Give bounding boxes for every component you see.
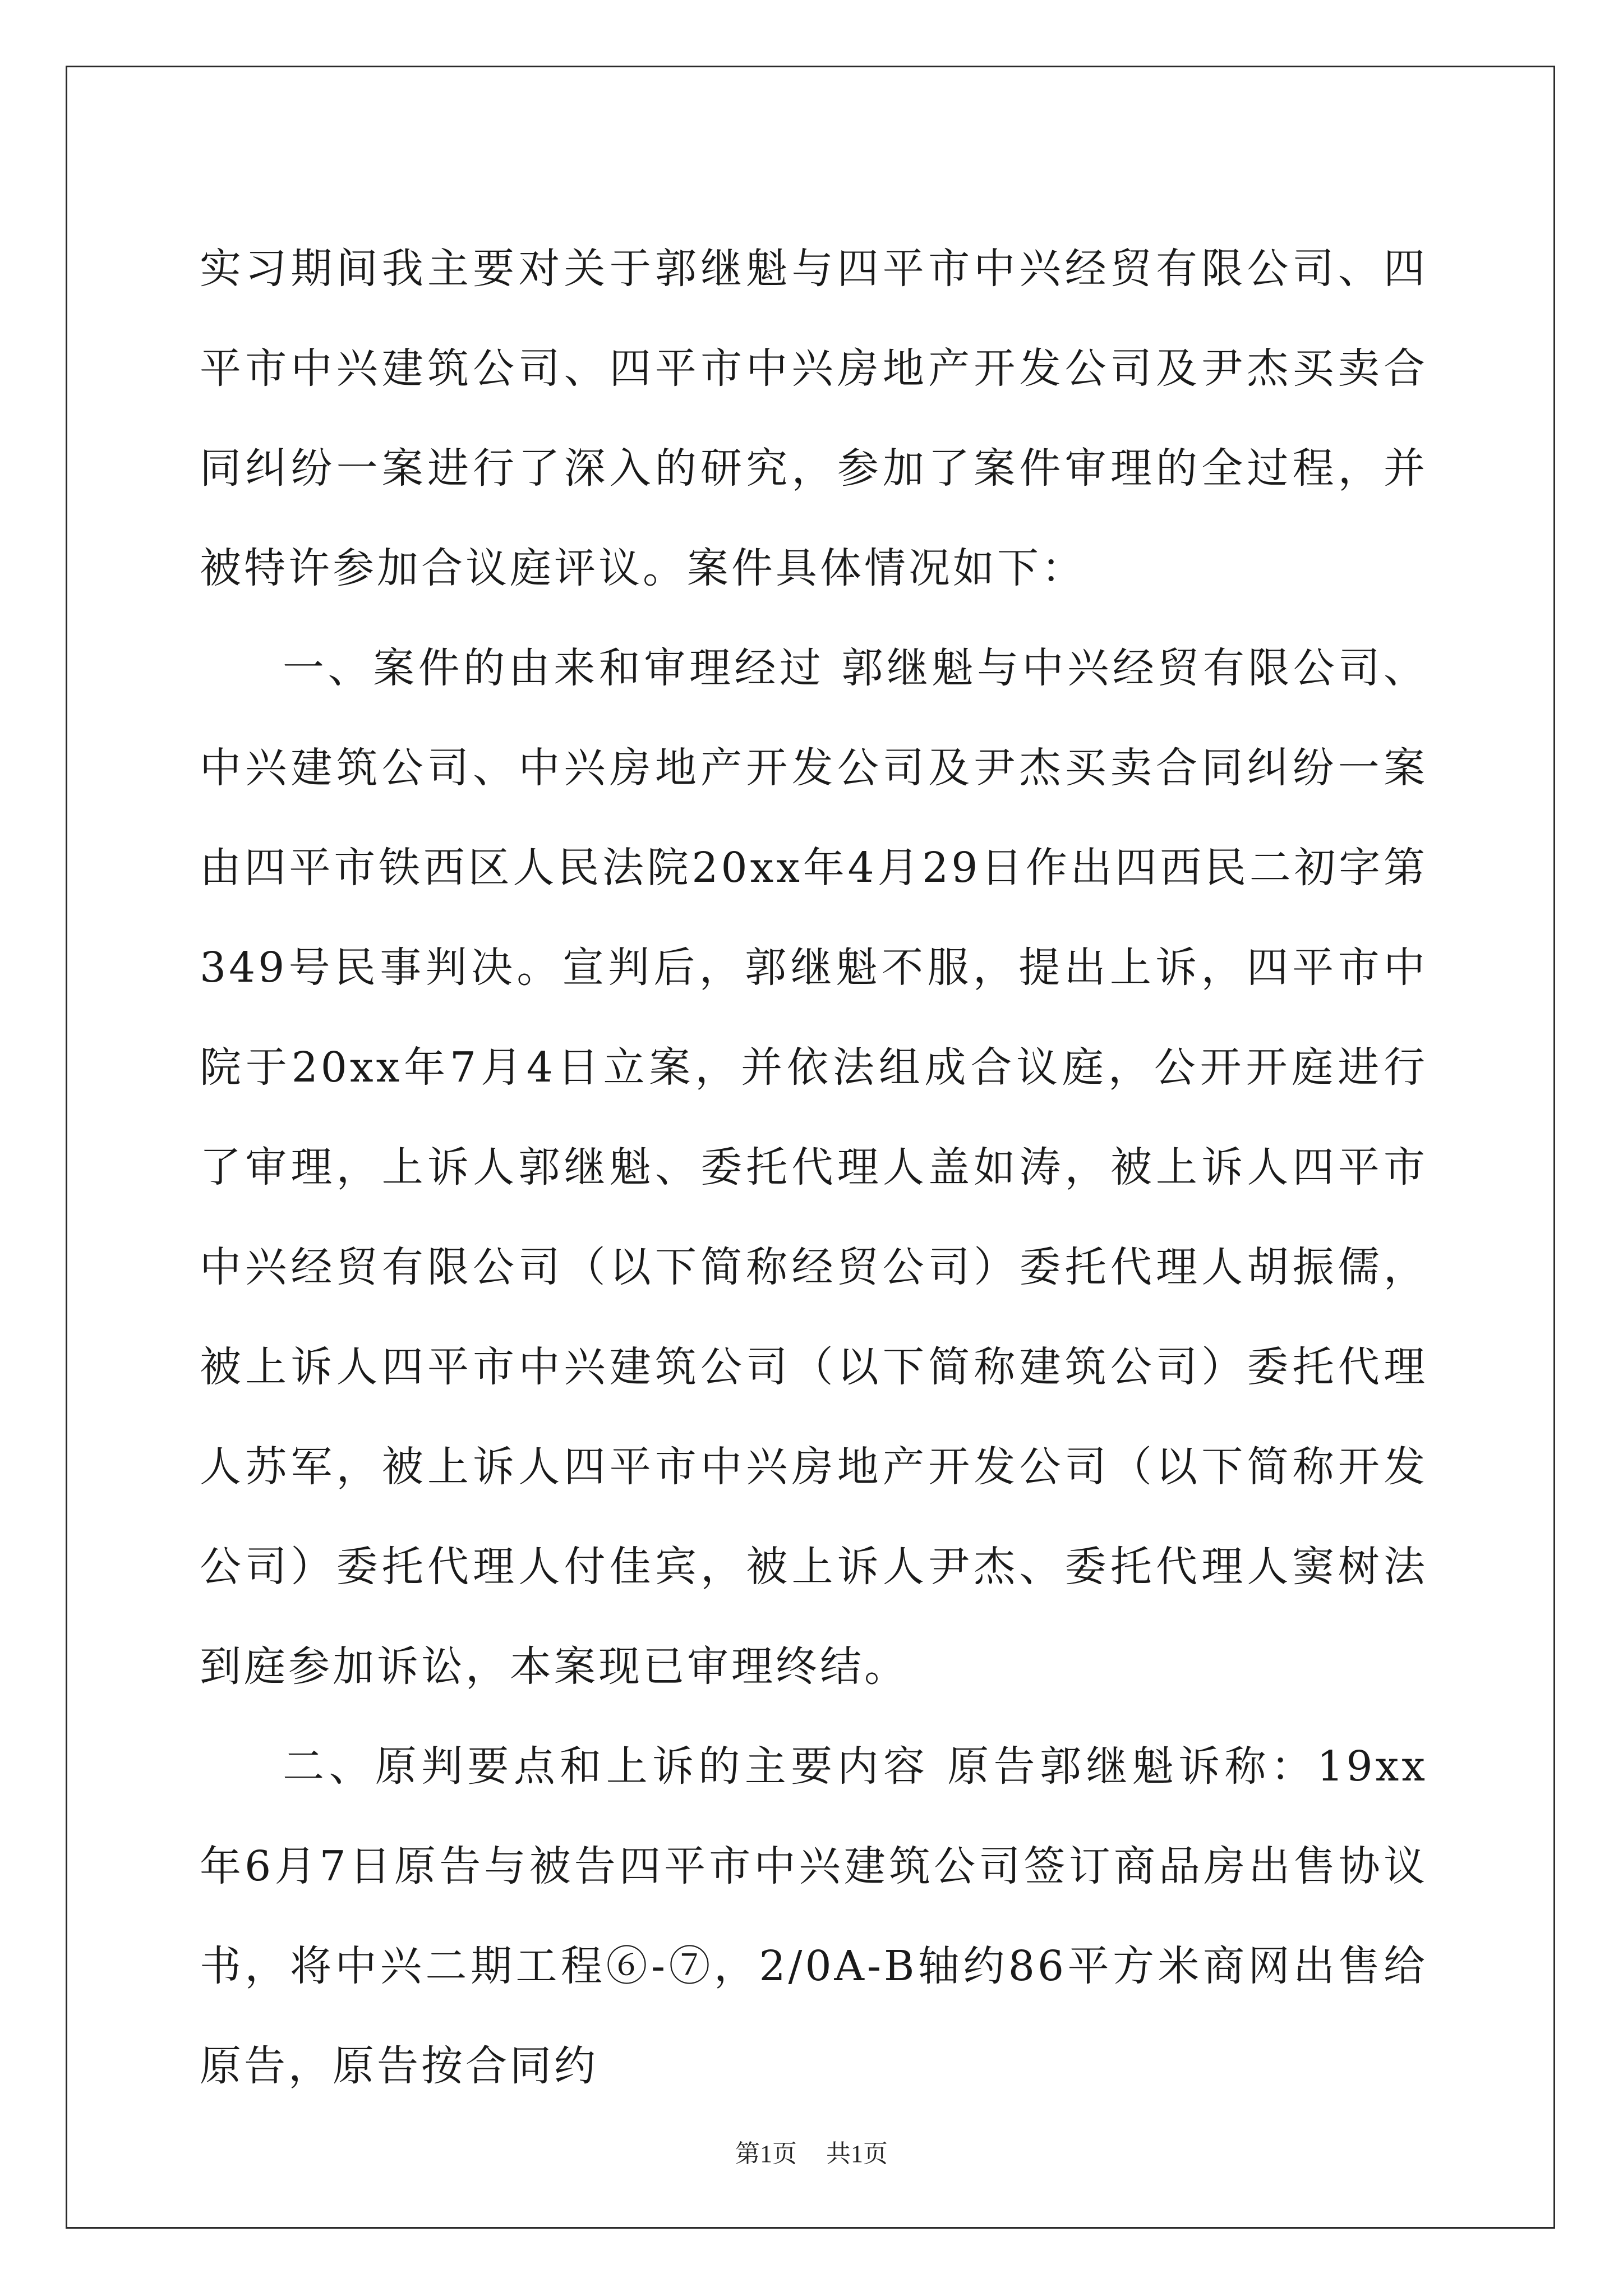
paragraph-case-origin: 一、案件的由来和审理经过 郭继魁与中兴经贸有限公司、中兴建筑公司、中兴房地产开发公司及尹杰买卖合同纠纷一案由四平市铁西区人民法院20xx年4月29日作出四西民二初字第349号民事判决。宣判后，郭继魁不服，提出上诉，四平市中院于20xx年7月4日立案，并依法组成合议庭，公开开庭进行了审理，上诉人郭继魁、委托代理人盖如涛，被上诉人四平市中兴经贸有限公司（以下简称经贸公司）委托代理人胡振儒，被上诉人四平市中兴建筑公司（以下简称建筑公司）委托代理人苏军，被上诉人四平市中兴房地产开发公司（以下简称开发公司）委托代理人付佳宾，被上诉人尹杰、委托代理人窦树法到庭参加诉讼，本案现已审理终结。 (200, 644, 1428, 1691)
page-footer (0, 2137, 1623, 2171)
paragraph-original-judgment: 二、原判要点和上诉的主要内容 原告郭继魁诉称：19xx年6月7日原告与被告四平市中兴建筑公司签订商品房出售协议书，将中兴二期工程⑥-⑦，2/0A-B轴约86平方米商网出售给原告，原告按合同约 (200, 1742, 1428, 2090)
document-body (200, 219, 1428, 2116)
paragraph-intro: 实习期间我主要对关于郭继魁与四平市中兴经贸有限公司、四平市中兴建筑公司、四平市中兴房地产开发公司及尹杰买卖合同纠纷一案进行了深入的研究，参加了案件审理的全过程，并被特许参加合议庭评议。案件具体情况如下： (200, 245, 1428, 592)
page-total: 共1页 (826, 2140, 888, 2168)
page-number: 第1页 (735, 2140, 797, 2168)
